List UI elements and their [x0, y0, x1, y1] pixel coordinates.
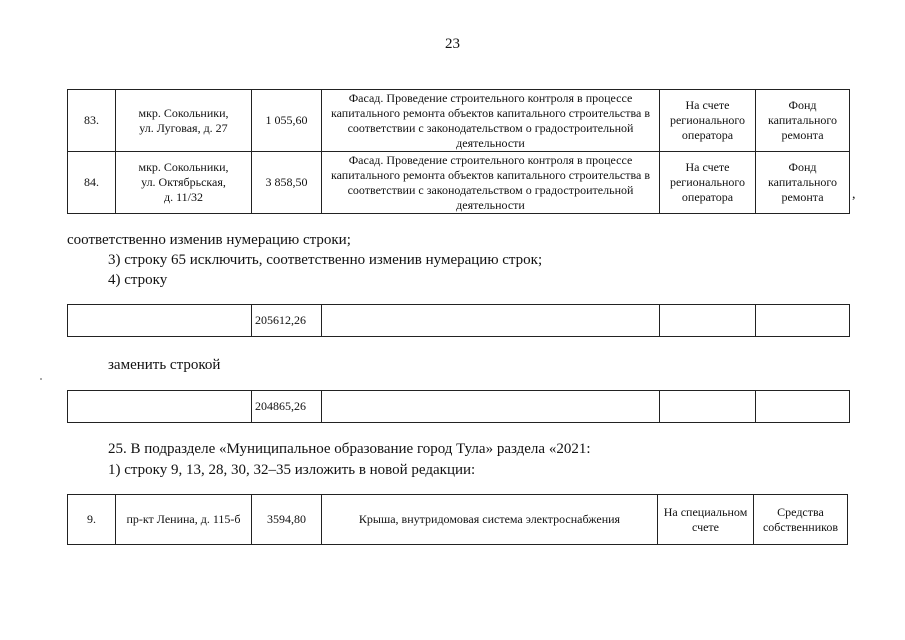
- address-cell: [116, 90, 252, 152]
- address-cell: пр-кт Ленина, д. 115-б: [116, 495, 252, 545]
- address-cell: [116, 152, 252, 214]
- address-line: мкр. Сокольники,: [138, 105, 229, 120]
- trailing-comma: ,: [852, 187, 856, 202]
- paragraph-2: 3) строку 65 исключить, соответственно изменив нумерацию строк;: [108, 252, 543, 268]
- repair-table: [67, 89, 850, 214]
- table-row: [68, 305, 850, 337]
- empty-cell: [68, 391, 252, 423]
- empty-cell: [322, 305, 660, 337]
- total-amount: 204865,26: [252, 391, 322, 423]
- paragraph-5: 25. В подразделе «Муниципальное образование город Тула» раздела «2021:: [108, 441, 591, 457]
- table-row: [68, 90, 850, 152]
- account-cell: На счете регионального оператора: [660, 152, 756, 214]
- total-row-new: [67, 390, 850, 423]
- new-row-table: [67, 494, 848, 545]
- empty-cell: [660, 391, 756, 423]
- empty-cell: [68, 305, 252, 337]
- margin-mark: [40, 378, 42, 380]
- total-amount: 205612,26: [252, 305, 322, 337]
- row-number: 9.: [68, 495, 116, 545]
- funding-source-cell: Фонд капитального ремонта: [756, 90, 850, 152]
- table-row: [68, 152, 850, 214]
- account-cell: На специальном счете: [658, 495, 754, 545]
- paragraph-1: соответственно изменив нумерацию строки;: [67, 232, 351, 248]
- amount-cell: 3 858,50: [252, 152, 322, 214]
- amount-cell: 1 055,60: [252, 90, 322, 152]
- row-number: 84.: [68, 152, 116, 214]
- row-number: 83.: [68, 90, 116, 152]
- funding-source-cell: Фонд капитального ремонта: [756, 152, 850, 214]
- total-row-old: [67, 304, 850, 337]
- empty-cell: [756, 391, 850, 423]
- work-description: Фасад. Проведение строительного контроля в процессе капитального ремонта объектов капитального строительства в соответствии с законодательством о градостроительной деятельности: [322, 90, 660, 152]
- work-description: Фасад. Проведение строительного контроля в процессе капитального ремонта объектов капитального строительства в соответствии с законодательством о градостроительной деятельности: [322, 152, 660, 214]
- account-cell: На счете регионального оператора: [660, 90, 756, 152]
- table-row: [68, 495, 848, 545]
- page-number: 23: [445, 36, 460, 52]
- empty-cell: [756, 305, 850, 337]
- address-line: ул. Луговая, д. 27: [139, 120, 228, 135]
- empty-cell: [322, 391, 660, 423]
- address-line: мкр. Сокольники,: [138, 160, 229, 174]
- empty-cell: [660, 305, 756, 337]
- paragraph-3: 4) строку: [108, 272, 168, 288]
- work-description: Крыша, внутридомовая система электроснабжения: [322, 495, 658, 545]
- address-line: ул. Октябрьская,: [141, 175, 226, 189]
- paragraph-4: заменить строкой: [108, 357, 221, 373]
- address-line: д. 11/32: [164, 190, 203, 204]
- amount-cell: 3594,80: [252, 495, 322, 545]
- funding-source-cell: Средства собственников: [754, 495, 848, 545]
- table-row: [68, 391, 850, 423]
- paragraph-6: 1) строку 9, 13, 28, 30, 32–35 изложить в новой редакции:: [108, 462, 476, 478]
